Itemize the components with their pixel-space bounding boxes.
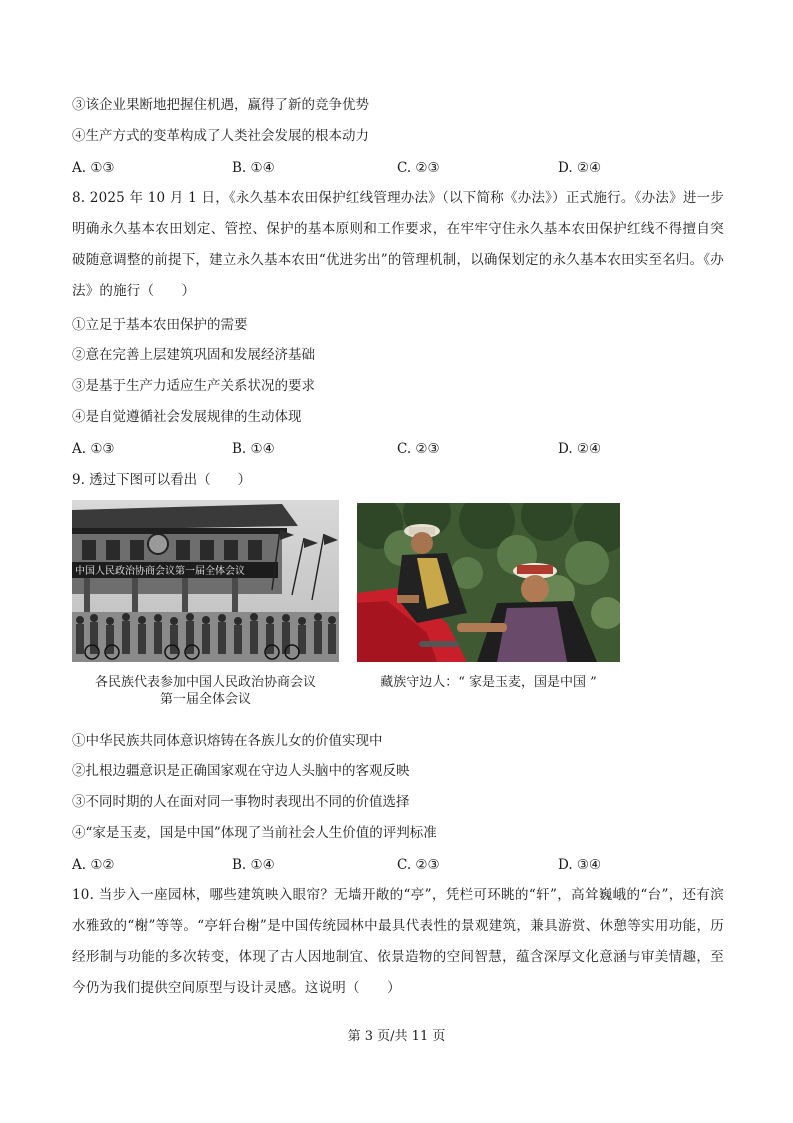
q8-statement-2: ②意在完善上层建筑巩固和发展经济基础 bbox=[72, 347, 315, 363]
photo-2-caption: 藏族守边人：“ 家是玉麦，国是中国 ” bbox=[380, 675, 597, 690]
page-number: 第 3 页/共 11 页 bbox=[347, 1029, 446, 1044]
q8-answer-options bbox=[72, 440, 724, 458]
photo-1-caption bbox=[72, 674, 339, 708]
option-b: B. ①④ bbox=[232, 441, 275, 457]
q8-statement-1: ①立足于基本农田保护的需要 bbox=[72, 317, 248, 333]
option-c: C. ②③ bbox=[397, 160, 440, 176]
question-9-stem: 9. 透过下图可以看出（ ） bbox=[72, 472, 252, 488]
q9-statement-4: ④“家是玉麦，国是中国”体现了当前社会人生价值的评判标准 bbox=[72, 825, 437, 841]
q8-statement-4: ④是自觉遵循社会发展规律的生动体现 bbox=[72, 409, 302, 425]
option-d: D. ②④ bbox=[558, 160, 602, 176]
option-c: C. ②③ bbox=[397, 857, 440, 873]
option-d: D. ②④ bbox=[558, 441, 602, 457]
option-b: B. ①④ bbox=[232, 857, 275, 873]
option-d: D. ③④ bbox=[558, 857, 602, 873]
option-b: B. ①④ bbox=[232, 160, 275, 176]
question-10-text: 10. 当步入一座园林，哪些建筑映入眼帘？无墙开敞的“亭”，凭栏可环眺的“轩”，高耸巍峨的“台”，还有滨水雅致的“榭”等等。“亭轩台榭”是中国传统园林中最具代表性的景观建筑，兼具游赏、休憩等实用功能，历经形制与功能的多次转变，体现了古人因地制宜、依景造物的空间智慧，蕴含深厚文化意涵与审美情趣，至今仍为我们提供空间原型与设计灵感。这说明（ ） bbox=[72, 887, 724, 996]
photo-1-caption-line1: 各民族代表参加中国人民政治协商会议 bbox=[94, 675, 316, 690]
photo-1-caption-line2: 第一届全体会议 bbox=[159, 692, 251, 707]
option-a: A. ①③ bbox=[72, 160, 115, 176]
border-guardians-illustration bbox=[357, 503, 620, 662]
statement-3: ③该企业果断地把握住机遇，赢得了新的竞争优势 bbox=[72, 97, 369, 113]
q9-statement-3: ③不同时期的人在面对同一事物时表现出不同的价值选择 bbox=[72, 794, 410, 810]
option-c: C. ②③ bbox=[397, 441, 440, 457]
statement-4: ④生产方式的变革构成了人类社会发展的根本动力 bbox=[72, 128, 369, 144]
option-a: A. ①③ bbox=[72, 441, 115, 457]
banner-text: 中国人民政治协商会议第一届全体会议 bbox=[75, 566, 245, 577]
q8-statement-3: ③是基于生产力适应生产关系状况的要求 bbox=[72, 378, 315, 394]
question-8-text: 8. 2025 年 10 月 1 日，《永久基本农田保护红线管理办法》（以下简称《办法》）正式施行。《办法》进一步明确永久基本农田划定、管控、保护的基本原则和工作要求，在牢牢守住永久基本农田保护红线不得擅自突破随意调整的前提下，建立永久基本农田“优进劣出”的管理机制，以确保划定的永久基本农田实至名归。《办法》的施行（ ） bbox=[72, 190, 724, 299]
option-a: A. ①② bbox=[72, 857, 115, 873]
q9-statement-2: ②扎根边疆意识是正确国家观在守边人头脑中的客观反映 bbox=[72, 763, 410, 779]
answer-options bbox=[72, 159, 724, 177]
q9-statement-1: ①中华民族共同体意识熔铸在各族儿女的价值实现中 bbox=[72, 733, 383, 749]
q9-answer-options bbox=[72, 856, 724, 874]
cppcc-photo bbox=[72, 500, 339, 662]
border-guardians-photo bbox=[357, 503, 620, 662]
cppcc-photo-illustration bbox=[72, 500, 339, 662]
